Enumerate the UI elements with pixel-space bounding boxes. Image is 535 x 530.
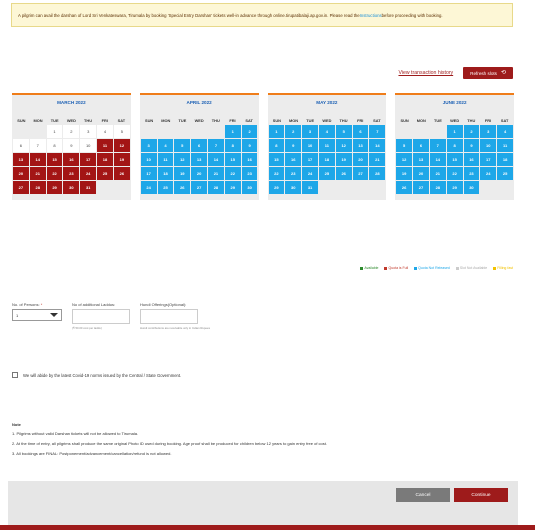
date-cell[interactable]: 25 xyxy=(319,167,335,180)
date-cell[interactable]: 18 xyxy=(319,153,335,166)
date-cell[interactable]: 23 xyxy=(242,167,258,180)
empty-cell xyxy=(30,125,46,138)
laddus-input[interactable] xyxy=(72,309,130,324)
empty-cell xyxy=(208,125,224,138)
date-cell[interactable]: 7 xyxy=(208,139,224,152)
date-cell[interactable]: 9 xyxy=(63,139,79,152)
date-cell[interactable]: 19 xyxy=(174,167,190,180)
legend-label: Filling fast xyxy=(497,266,513,270)
weekday-label: THU xyxy=(339,118,348,123)
note-item: 1. Pilgrims without valid Darshan tickets will not be allowed to Tirumala. xyxy=(12,431,139,436)
weekday-label: THU xyxy=(84,118,93,123)
note-item: 2. At the time of entry, all pilgrims shall produce the same original Photo ID used during booking. Age proof shall be produced for children below 12 years to gain entry free of cost. xyxy=(12,441,327,446)
date-cell[interactable]: 26 xyxy=(396,181,412,194)
required-mark: * xyxy=(40,302,43,307)
date-cell[interactable]: 31 xyxy=(80,181,96,194)
note-section xyxy=(12,422,327,461)
refresh-slots-label: Refresh slots xyxy=(470,70,497,76)
date-cell[interactable]: 27 xyxy=(13,181,29,194)
date-cell[interactable]: 20 xyxy=(353,153,369,166)
date-cell[interactable]: 8 xyxy=(47,139,63,152)
weekday-header xyxy=(268,108,387,123)
date-cell[interactable]: 2 xyxy=(242,125,258,138)
offerings-group xyxy=(140,302,210,330)
refresh-slots-button[interactable] xyxy=(463,67,513,79)
date-cell[interactable]: 24 xyxy=(480,167,496,180)
weekday-label: FRI xyxy=(229,118,236,123)
date-cell[interactable]: 13 xyxy=(13,153,29,166)
date-cell[interactable]: 26 xyxy=(114,167,130,180)
date-cell[interactable]: 9 xyxy=(464,139,480,152)
date-cell[interactable]: 4 xyxy=(158,139,174,152)
date-cell[interactable]: 25 xyxy=(158,181,174,194)
date-cell[interactable]: 6 xyxy=(13,139,29,152)
date-cell[interactable]: 30 xyxy=(464,181,480,194)
weekday-label: FRI xyxy=(484,118,492,123)
weekday-label: TUE xyxy=(306,118,315,123)
date-cell[interactable]: 1 xyxy=(225,125,241,138)
date-grid xyxy=(140,123,259,194)
date-cell[interactable]: 29 xyxy=(269,181,285,194)
covid-agreement xyxy=(12,372,181,378)
offerings-hint: Hundi contributions are receivable only in Indian Rupees xyxy=(140,326,210,330)
date-cell[interactable]: 7 xyxy=(430,139,446,152)
legend-item xyxy=(360,266,378,270)
weekday-label: SUN xyxy=(400,118,409,123)
date-cell[interactable]: 17 xyxy=(141,167,157,180)
legend-swatch xyxy=(414,267,417,270)
date-cell[interactable]: 24 xyxy=(141,181,157,194)
weekday-label: SUN xyxy=(144,118,154,123)
weekday-label: MON xyxy=(288,118,299,123)
transaction-history-link[interactable]: View transaction history xyxy=(398,70,454,76)
date-cell[interactable]: 28 xyxy=(208,181,224,194)
persons-label xyxy=(12,302,62,307)
date-cell[interactable]: 22 xyxy=(269,167,285,180)
date-cell[interactable]: 28 xyxy=(369,167,385,180)
date-cell[interactable]: 1 xyxy=(47,125,63,138)
date-cell[interactable]: 16 xyxy=(63,153,79,166)
date-cell[interactable]: 29 xyxy=(47,181,63,194)
date-cell[interactable]: 13 xyxy=(413,153,429,166)
date-cell[interactable]: 10 xyxy=(480,139,496,152)
date-cell[interactable]: 16 xyxy=(464,153,480,166)
persons-label-text: No. of Persons: xyxy=(12,302,41,307)
empty-cell xyxy=(430,125,446,138)
date-cell[interactable]: 9 xyxy=(285,139,301,152)
date-cell[interactable]: 11 xyxy=(319,139,335,152)
date-cell[interactable]: 22 xyxy=(447,167,463,180)
date-cell[interactable]: 1 xyxy=(447,125,463,138)
weekday-label: TUE xyxy=(178,118,187,123)
notice-banner xyxy=(11,3,513,27)
chevron-down-icon xyxy=(50,313,58,317)
date-cell[interactable]: 8 xyxy=(269,139,285,152)
weekday-label: SUN xyxy=(17,118,26,123)
date-cell[interactable]: 16 xyxy=(285,153,301,166)
weekday-label: SAT xyxy=(373,118,381,123)
date-cell[interactable]: 11 xyxy=(97,139,113,152)
date-cell[interactable]: 20 xyxy=(191,167,207,180)
date-cell[interactable]: 19 xyxy=(336,153,352,166)
legend-item xyxy=(456,266,487,270)
weekday-header xyxy=(395,108,514,123)
month-title: MARCH 2022 xyxy=(12,93,131,108)
date-cell[interactable]: 1 xyxy=(269,125,285,138)
date-cell[interactable]: 13 xyxy=(191,153,207,166)
date-cell[interactable]: 28 xyxy=(30,181,46,194)
date-cell[interactable]: 19 xyxy=(396,167,412,180)
notice-text-end: before proceeding with booking. xyxy=(381,12,443,18)
bottom-bar xyxy=(0,525,535,530)
date-cell[interactable]: 30 xyxy=(285,181,301,194)
empty-cell xyxy=(174,125,190,138)
date-cell[interactable]: 27 xyxy=(191,181,207,194)
weekday-label: TUE xyxy=(434,118,442,123)
date-cell[interactable]: 18 xyxy=(97,153,113,166)
calendar-month xyxy=(395,93,514,200)
legend-item xyxy=(414,266,450,270)
weekday-label: MON xyxy=(416,118,426,123)
legend-item xyxy=(384,266,408,270)
date-cell[interactable]: 26 xyxy=(336,167,352,180)
weekday-label: FRI xyxy=(357,118,364,123)
continue-button[interactable]: Continue xyxy=(454,488,508,502)
date-cell[interactable]: 28 xyxy=(430,181,446,194)
date-cell[interactable]: 12 xyxy=(174,153,190,166)
date-cell[interactable]: 11 xyxy=(497,139,513,152)
date-cell[interactable]: 24 xyxy=(80,167,96,180)
date-grid xyxy=(12,123,131,194)
date-cell[interactable]: 21 xyxy=(369,153,385,166)
weekday-label: SAT xyxy=(117,118,126,123)
empty-cell xyxy=(191,125,207,138)
legend-label: Slot Not Available xyxy=(459,266,488,270)
date-cell[interactable]: 29 xyxy=(225,181,241,194)
empty-cell xyxy=(396,125,412,138)
date-cell[interactable]: 2 xyxy=(464,125,480,138)
empty-cell xyxy=(413,125,429,138)
date-cell[interactable]: 5 xyxy=(396,139,412,152)
date-cell[interactable]: 8 xyxy=(225,139,241,152)
empty-cell xyxy=(13,125,29,138)
date-cell[interactable]: 14 xyxy=(369,139,385,152)
date-cell[interactable]: 3 xyxy=(302,125,318,138)
date-cell[interactable]: 31 xyxy=(302,181,318,194)
date-cell[interactable]: 5 xyxy=(336,125,352,138)
date-cell[interactable]: 29 xyxy=(447,181,463,194)
legend-swatch xyxy=(384,267,387,270)
date-grid xyxy=(395,123,514,194)
instructions-link[interactable]: Instructions xyxy=(359,12,382,18)
legend-item xyxy=(493,266,513,270)
legend xyxy=(360,266,513,270)
weekday-header xyxy=(140,108,259,123)
legend-label: Available xyxy=(364,266,379,270)
date-cell[interactable]: 23 xyxy=(63,167,79,180)
persons-value: 1 xyxy=(16,312,19,318)
date-cell[interactable]: 25 xyxy=(497,167,513,180)
persons-select[interactable] xyxy=(12,309,62,321)
date-cell[interactable]: 23 xyxy=(464,167,480,180)
weekday-label: SUN xyxy=(272,118,281,123)
offerings-label: Hundi Offerings(Optional): xyxy=(140,302,187,307)
legend-swatch xyxy=(493,267,496,270)
date-grid xyxy=(268,123,387,194)
date-cell[interactable]: 3 xyxy=(480,125,496,138)
cancel-button[interactable]: Cancel xyxy=(396,488,450,502)
note-title: Note xyxy=(12,422,21,427)
date-cell[interactable]: 30 xyxy=(63,181,79,194)
date-cell[interactable]: 7 xyxy=(30,139,46,152)
date-cell[interactable]: 2 xyxy=(285,125,301,138)
note-item: 3. All bookings are FINAL: Postponement/advancement/cancellation/refund is not allowed. xyxy=(12,451,172,456)
date-cell[interactable]: 5 xyxy=(174,139,190,152)
date-cell[interactable]: 2 xyxy=(63,125,79,138)
date-cell[interactable]: 15 xyxy=(47,153,63,166)
date-cell[interactable]: 18 xyxy=(158,167,174,180)
weekday-label: THU xyxy=(467,118,476,123)
month-title: JUNE 2022 xyxy=(395,93,514,108)
legend-swatch xyxy=(360,267,363,270)
calendar-month xyxy=(268,93,387,200)
date-cell[interactable]: 15 xyxy=(269,153,285,166)
calendar-strip xyxy=(12,93,514,200)
date-cell[interactable]: 17 xyxy=(80,153,96,166)
date-cell[interactable]: 23 xyxy=(285,167,301,180)
date-cell[interactable]: 4 xyxy=(97,125,113,138)
weekday-label: WED xyxy=(66,118,76,123)
calendar-month xyxy=(140,93,259,200)
weekday-label: MON xyxy=(33,118,43,123)
offerings-input[interactable] xyxy=(140,309,198,324)
date-cell[interactable]: 24 xyxy=(302,167,318,180)
date-cell[interactable]: 16 xyxy=(242,153,258,166)
weekday-label: MON xyxy=(161,118,171,123)
date-cell[interactable]: 14 xyxy=(430,153,446,166)
weekday-header xyxy=(12,108,131,123)
date-cell[interactable]: 12 xyxy=(396,153,412,166)
booking-form xyxy=(12,302,210,330)
date-cell[interactable]: 12 xyxy=(336,139,352,152)
date-cell[interactable]: 7 xyxy=(369,125,385,138)
calendar-month xyxy=(12,93,131,200)
date-cell[interactable]: 12 xyxy=(114,139,130,152)
date-cell[interactable]: 22 xyxy=(225,167,241,180)
weekday-label: SAT xyxy=(245,118,253,123)
empty-cell xyxy=(158,125,174,138)
refresh-icon: ⟲ xyxy=(500,70,506,76)
date-cell[interactable]: 13 xyxy=(353,139,369,152)
weekday-label: WED xyxy=(450,118,460,123)
date-cell[interactable]: 8 xyxy=(447,139,463,152)
date-cell[interactable]: 27 xyxy=(413,181,429,194)
date-cell[interactable]: 17 xyxy=(302,153,318,166)
date-cell[interactable]: 20 xyxy=(413,167,429,180)
laddus-hint: (₹ 50.00 cost per laddu) xyxy=(72,326,102,330)
date-cell[interactable]: 22 xyxy=(47,167,63,180)
laddus-label: No of additional Laddus: xyxy=(72,302,116,307)
date-cell[interactable]: 5 xyxy=(114,125,130,138)
date-cell[interactable]: 9 xyxy=(242,139,258,152)
month-title: MAY 2022 xyxy=(268,93,387,108)
toolbar xyxy=(398,67,513,79)
date-cell[interactable]: 19 xyxy=(114,153,130,166)
date-cell[interactable]: 21 xyxy=(430,167,446,180)
legend-swatch xyxy=(456,267,459,270)
empty-cell xyxy=(141,125,157,138)
footer-actions xyxy=(8,481,518,525)
weekday-label: THU xyxy=(211,118,220,123)
date-cell[interactable]: 18 xyxy=(497,153,513,166)
date-cell[interactable]: 17 xyxy=(480,153,496,166)
date-cell[interactable]: 21 xyxy=(208,167,224,180)
date-cell[interactable]: 3 xyxy=(80,125,96,138)
date-cell[interactable]: 4 xyxy=(497,125,513,138)
date-cell[interactable]: 21 xyxy=(30,167,46,180)
date-cell[interactable]: 25 xyxy=(97,167,113,180)
notice-text: A pilgrim can avail the darshan of Lord Sri Venkateswara, Tirumala by booking 'Special Entry Darshan' tickets well-in advance through online.tirupatibalaji.ap.gov.in. Please read the xyxy=(18,12,360,18)
date-cell[interactable]: 3 xyxy=(141,139,157,152)
date-cell[interactable]: 6 xyxy=(191,139,207,152)
date-cell[interactable]: 30 xyxy=(242,181,258,194)
covid-checkbox[interactable] xyxy=(12,372,18,378)
weekday-label: WED xyxy=(322,118,332,123)
legend-label: Quota Not Released xyxy=(418,266,450,270)
date-cell[interactable]: 10 xyxy=(141,153,157,166)
date-cell[interactable]: 15 xyxy=(225,153,241,166)
date-cell[interactable]: 14 xyxy=(208,153,224,166)
laddus-group xyxy=(72,302,130,330)
legend-label: Quota is Full xyxy=(388,266,409,270)
weekday-label: FRI xyxy=(101,118,108,123)
date-cell[interactable]: 4 xyxy=(319,125,335,138)
date-cell[interactable]: 6 xyxy=(353,125,369,138)
date-cell[interactable]: 26 xyxy=(174,181,190,194)
covid-text: We will abide by the latest Covid-19 norms issued by the Central / State Government. xyxy=(23,372,182,378)
date-cell[interactable]: 10 xyxy=(302,139,318,152)
month-title: APRIL 2022 xyxy=(140,93,259,108)
persons-group xyxy=(12,302,62,330)
date-cell[interactable]: 20 xyxy=(13,167,29,180)
weekday-label: TUE xyxy=(50,118,59,123)
weekday-label: SAT xyxy=(500,118,509,123)
weekday-label: WED xyxy=(194,118,204,123)
date-cell[interactable]: 27 xyxy=(353,167,369,180)
date-cell[interactable]: 15 xyxy=(447,153,463,166)
date-cell[interactable]: 11 xyxy=(158,153,174,166)
date-cell[interactable]: 6 xyxy=(413,139,429,152)
date-cell[interactable]: 14 xyxy=(30,153,46,166)
date-cell[interactable]: 10 xyxy=(80,139,96,152)
